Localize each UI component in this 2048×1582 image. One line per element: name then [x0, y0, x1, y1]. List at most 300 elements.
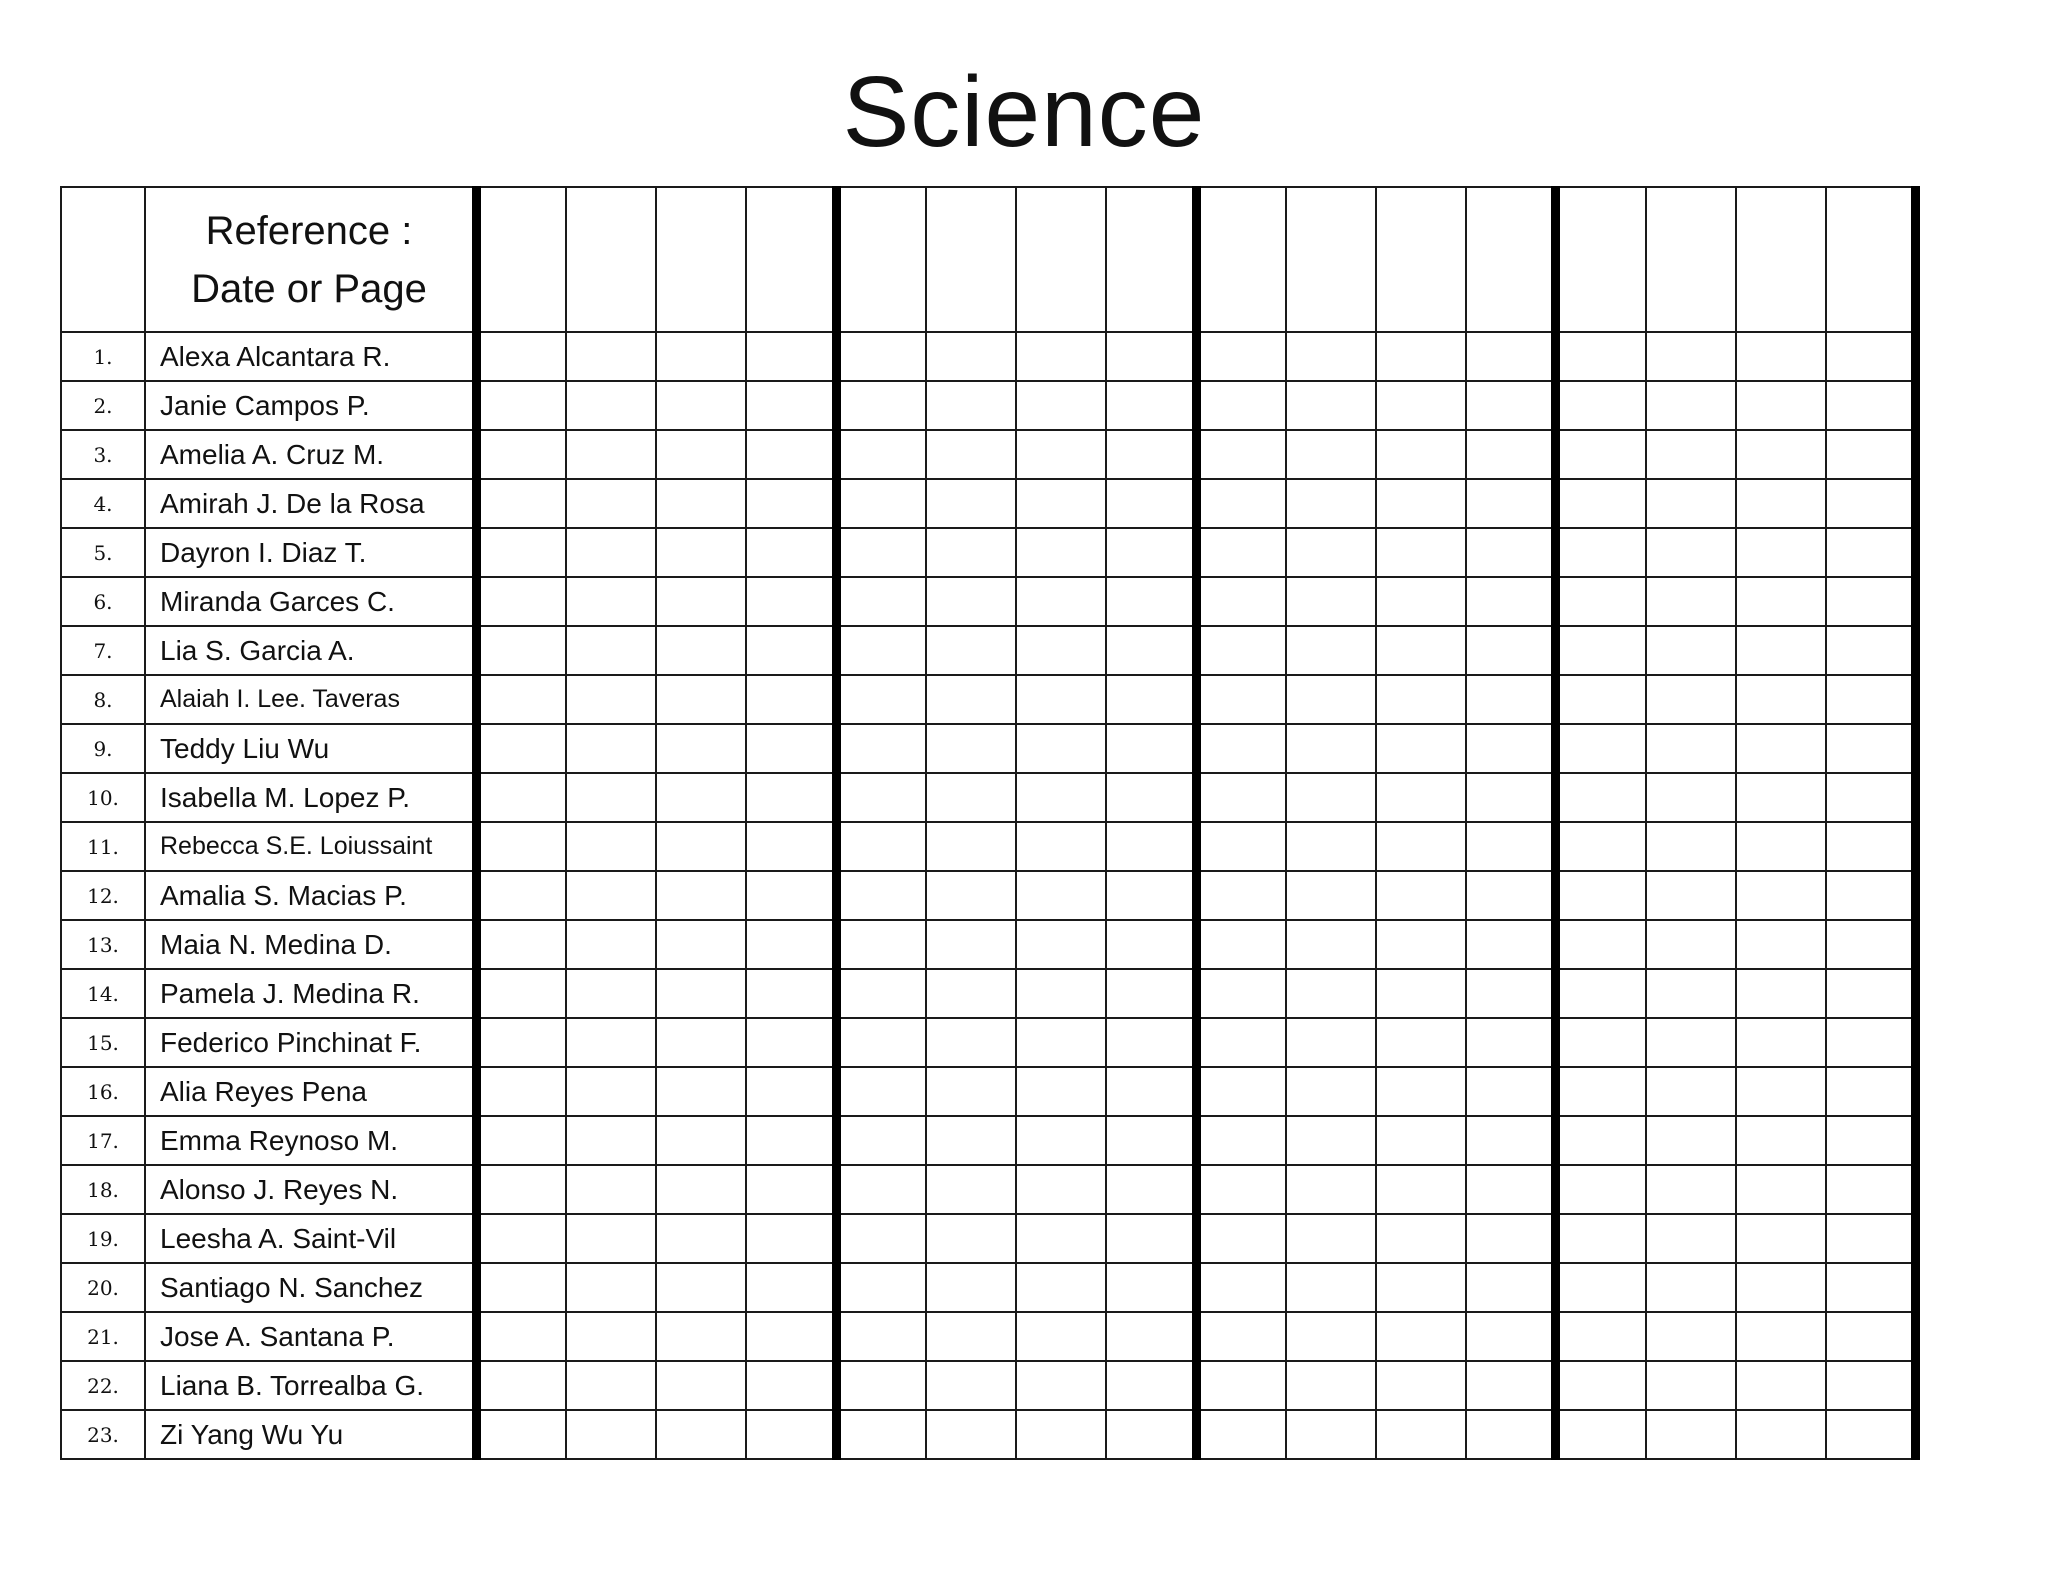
grade-cell[interactable] — [566, 724, 656, 773]
grade-cell[interactable] — [1736, 822, 1826, 871]
grade-cell[interactable] — [836, 773, 926, 822]
grade-cell[interactable] — [1466, 969, 1556, 1018]
grade-cell[interactable] — [1466, 1018, 1556, 1067]
grade-cell[interactable] — [1196, 577, 1286, 626]
grade-cell[interactable] — [1466, 920, 1556, 969]
grade-cell[interactable] — [1556, 920, 1646, 969]
grade-cell[interactable] — [1106, 773, 1196, 822]
grade-cell[interactable] — [1016, 430, 1106, 479]
grade-cell[interactable] — [746, 920, 836, 969]
grade-cell[interactable] — [1556, 1263, 1646, 1312]
grade-cell[interactable] — [566, 969, 656, 1018]
grade-cell[interactable] — [656, 1410, 746, 1459]
grade-cell[interactable] — [1466, 479, 1556, 528]
grade-cell[interactable] — [746, 724, 836, 773]
grade-cell[interactable] — [1016, 1410, 1106, 1459]
grade-cell[interactable] — [1286, 626, 1376, 675]
grade-cell[interactable] — [1286, 773, 1376, 822]
grade-cell[interactable] — [1016, 822, 1106, 871]
grade-cell[interactable] — [1016, 969, 1106, 1018]
grade-cell[interactable] — [1646, 332, 1736, 381]
grade-cell[interactable] — [1826, 1165, 1916, 1214]
grade-cell[interactable] — [1016, 773, 1106, 822]
grade-cell[interactable] — [1736, 1165, 1826, 1214]
grade-cell[interactable] — [1106, 332, 1196, 381]
grade-cell[interactable] — [1286, 1410, 1376, 1459]
grade-cell[interactable] — [1196, 1018, 1286, 1067]
grade-cell[interactable] — [1016, 1116, 1106, 1165]
grade-cell[interactable] — [477, 1263, 567, 1312]
grade-cell[interactable] — [926, 1361, 1016, 1410]
grade-cell[interactable] — [1466, 1116, 1556, 1165]
grade-cell[interactable] — [477, 626, 567, 675]
grade-cell[interactable] — [1646, 626, 1736, 675]
grade-cell[interactable] — [836, 626, 926, 675]
grade-cell[interactable] — [1196, 675, 1286, 724]
grade-cell[interactable] — [1826, 1214, 1916, 1263]
grade-cell[interactable] — [656, 1067, 746, 1116]
grade-cell[interactable] — [926, 1018, 1016, 1067]
grade-cell[interactable] — [1826, 920, 1916, 969]
grade-cell[interactable] — [1016, 626, 1106, 675]
grade-cell[interactable] — [746, 822, 836, 871]
grade-cell[interactable] — [477, 1165, 567, 1214]
grade-cell[interactable] — [746, 430, 836, 479]
grade-cell[interactable] — [1196, 1214, 1286, 1263]
grade-cell[interactable] — [1196, 626, 1286, 675]
grade-cell[interactable] — [1286, 528, 1376, 577]
grade-cell[interactable] — [1826, 1312, 1916, 1361]
grade-cell[interactable] — [1286, 1214, 1376, 1263]
grade-cell[interactable] — [746, 1018, 836, 1067]
grade-cell[interactable] — [656, 479, 746, 528]
grade-cell[interactable] — [1556, 1312, 1646, 1361]
grade-cell[interactable] — [746, 1116, 836, 1165]
grade-cell[interactable] — [1556, 479, 1646, 528]
grade-cell[interactable] — [836, 1018, 926, 1067]
grade-cell[interactable] — [1286, 969, 1376, 1018]
grade-cell[interactable] — [1736, 381, 1826, 430]
grade-cell[interactable] — [1466, 1165, 1556, 1214]
grade-cell[interactable] — [1646, 1018, 1736, 1067]
grade-cell[interactable] — [656, 332, 746, 381]
grade-cell[interactable] — [656, 871, 746, 920]
grade-cell[interactable] — [566, 675, 656, 724]
grade-cell[interactable] — [1196, 724, 1286, 773]
grade-cell[interactable] — [477, 1214, 567, 1263]
grade-cell[interactable] — [1106, 871, 1196, 920]
grade-cell[interactable] — [1646, 675, 1736, 724]
grade-cell[interactable] — [746, 1067, 836, 1116]
grade-cell[interactable] — [1646, 1361, 1736, 1410]
grade-cell[interactable] — [926, 1165, 1016, 1214]
grade-cell[interactable] — [1466, 1263, 1556, 1312]
grade-cell[interactable] — [836, 577, 926, 626]
grade-cell[interactable] — [1106, 1361, 1196, 1410]
grade-cell[interactable] — [1556, 675, 1646, 724]
grade-cell[interactable] — [1556, 1410, 1646, 1459]
grade-cell[interactable] — [746, 381, 836, 430]
grade-cell[interactable] — [1376, 675, 1466, 724]
grade-cell[interactable] — [1736, 773, 1826, 822]
entry-header-cell[interactable] — [1646, 187, 1736, 332]
grade-cell[interactable] — [1466, 577, 1556, 626]
grade-cell[interactable] — [1016, 528, 1106, 577]
grade-cell[interactable] — [1466, 528, 1556, 577]
grade-cell[interactable] — [1826, 675, 1916, 724]
grade-cell[interactable] — [1196, 430, 1286, 479]
grade-cell[interactable] — [1736, 675, 1826, 724]
grade-cell[interactable] — [1106, 969, 1196, 1018]
grade-cell[interactable] — [1556, 822, 1646, 871]
grade-cell[interactable] — [1826, 822, 1916, 871]
grade-cell[interactable] — [1736, 1018, 1826, 1067]
grade-cell[interactable] — [656, 822, 746, 871]
grade-cell[interactable] — [1646, 1312, 1736, 1361]
entry-header-cell[interactable] — [1286, 187, 1376, 332]
grade-cell[interactable] — [566, 332, 656, 381]
grade-cell[interactable] — [1826, 1410, 1916, 1459]
grade-cell[interactable] — [1286, 430, 1376, 479]
entry-header-cell[interactable] — [1016, 187, 1106, 332]
grade-cell[interactable] — [746, 969, 836, 1018]
grade-cell[interactable] — [1196, 1410, 1286, 1459]
grade-cell[interactable] — [477, 1312, 567, 1361]
grade-cell[interactable] — [566, 1410, 656, 1459]
grade-cell[interactable] — [566, 381, 656, 430]
grade-cell[interactable] — [1196, 1067, 1286, 1116]
grade-cell[interactable] — [566, 822, 656, 871]
grade-cell[interactable] — [1376, 822, 1466, 871]
grade-cell[interactable] — [1826, 773, 1916, 822]
grade-cell[interactable] — [836, 332, 926, 381]
grade-cell[interactable] — [1556, 871, 1646, 920]
grade-cell[interactable] — [836, 675, 926, 724]
grade-cell[interactable] — [926, 479, 1016, 528]
grade-cell[interactable] — [1106, 920, 1196, 969]
grade-cell[interactable] — [566, 1165, 656, 1214]
grade-cell[interactable] — [1196, 381, 1286, 430]
grade-cell[interactable] — [1556, 1018, 1646, 1067]
grade-cell[interactable] — [1196, 1263, 1286, 1312]
grade-cell[interactable] — [836, 1116, 926, 1165]
grade-cell[interactable] — [926, 1312, 1016, 1361]
grade-cell[interactable] — [656, 724, 746, 773]
grade-cell[interactable] — [836, 1165, 926, 1214]
grade-cell[interactable] — [1736, 724, 1826, 773]
grade-cell[interactable] — [926, 332, 1016, 381]
grade-cell[interactable] — [746, 773, 836, 822]
grade-cell[interactable] — [1556, 626, 1646, 675]
grade-cell[interactable] — [1556, 528, 1646, 577]
grade-cell[interactable] — [477, 1116, 567, 1165]
entry-header-cell[interactable] — [1826, 187, 1916, 332]
grade-cell[interactable] — [1376, 479, 1466, 528]
grade-cell[interactable] — [1016, 920, 1106, 969]
grade-cell[interactable] — [1376, 528, 1466, 577]
grade-cell[interactable] — [746, 528, 836, 577]
grade-cell[interactable] — [1736, 1410, 1826, 1459]
grade-cell[interactable] — [926, 577, 1016, 626]
grade-cell[interactable] — [1016, 577, 1106, 626]
grade-cell[interactable] — [1736, 626, 1826, 675]
grade-cell[interactable] — [1106, 724, 1196, 773]
grade-cell[interactable] — [1196, 1361, 1286, 1410]
grade-cell[interactable] — [746, 626, 836, 675]
grade-cell[interactable] — [1556, 1116, 1646, 1165]
grade-cell[interactable] — [926, 1116, 1016, 1165]
grade-cell[interactable] — [1376, 626, 1466, 675]
grade-cell[interactable] — [1466, 871, 1556, 920]
grade-cell[interactable] — [1016, 1263, 1106, 1312]
grade-cell[interactable] — [1556, 969, 1646, 1018]
grade-cell[interactable] — [746, 1410, 836, 1459]
grade-cell[interactable] — [1826, 969, 1916, 1018]
grade-cell[interactable] — [477, 381, 567, 430]
entry-header-cell[interactable] — [1376, 187, 1466, 332]
grade-cell[interactable] — [1466, 626, 1556, 675]
grade-cell[interactable] — [1286, 1263, 1376, 1312]
grade-cell[interactable] — [1466, 1361, 1556, 1410]
grade-cell[interactable] — [746, 1263, 836, 1312]
grade-cell[interactable] — [926, 1263, 1016, 1312]
grade-cell[interactable] — [1376, 430, 1466, 479]
grade-cell[interactable] — [836, 1312, 926, 1361]
grade-cell[interactable] — [1646, 1263, 1736, 1312]
grade-cell[interactable] — [1376, 1165, 1466, 1214]
grade-cell[interactable] — [746, 332, 836, 381]
grade-cell[interactable] — [1016, 675, 1106, 724]
grade-cell[interactable] — [1826, 577, 1916, 626]
grade-cell[interactable] — [1106, 1312, 1196, 1361]
grade-cell[interactable] — [656, 773, 746, 822]
grade-cell[interactable] — [1376, 1263, 1466, 1312]
grade-cell[interactable] — [1556, 724, 1646, 773]
grade-cell[interactable] — [1826, 1018, 1916, 1067]
grade-cell[interactable] — [566, 1263, 656, 1312]
grade-cell[interactable] — [1106, 1165, 1196, 1214]
grade-cell[interactable] — [1646, 1214, 1736, 1263]
grade-cell[interactable] — [1016, 381, 1106, 430]
grade-cell[interactable] — [1106, 626, 1196, 675]
grade-cell[interactable] — [1106, 577, 1196, 626]
grade-cell[interactable] — [566, 871, 656, 920]
grade-cell[interactable] — [656, 626, 746, 675]
grade-cell[interactable] — [1826, 332, 1916, 381]
grade-cell[interactable] — [656, 675, 746, 724]
grade-cell[interactable] — [1646, 920, 1736, 969]
grade-cell[interactable] — [836, 1410, 926, 1459]
grade-cell[interactable] — [1826, 430, 1916, 479]
grade-cell[interactable] — [1376, 920, 1466, 969]
grade-cell[interactable] — [836, 920, 926, 969]
grade-cell[interactable] — [836, 528, 926, 577]
grade-cell[interactable] — [1376, 1018, 1466, 1067]
grade-cell[interactable] — [926, 1410, 1016, 1459]
grade-cell[interactable] — [566, 577, 656, 626]
grade-cell[interactable] — [656, 1263, 746, 1312]
grade-cell[interactable] — [566, 1067, 656, 1116]
grade-cell[interactable] — [1556, 430, 1646, 479]
grade-cell[interactable] — [1376, 724, 1466, 773]
grade-cell[interactable] — [1286, 1116, 1376, 1165]
grade-cell[interactable] — [1646, 1116, 1736, 1165]
grade-cell[interactable] — [746, 1214, 836, 1263]
grade-cell[interactable] — [1646, 1067, 1736, 1116]
grade-cell[interactable] — [926, 1214, 1016, 1263]
grade-cell[interactable] — [1646, 969, 1736, 1018]
grade-cell[interactable] — [1286, 724, 1376, 773]
grade-cell[interactable] — [1106, 528, 1196, 577]
grade-cell[interactable] — [926, 528, 1016, 577]
grade-cell[interactable] — [1016, 1361, 1106, 1410]
grade-cell[interactable] — [746, 577, 836, 626]
grade-cell[interactable] — [566, 1361, 656, 1410]
grade-cell[interactable] — [477, 969, 567, 1018]
grade-cell[interactable] — [1556, 577, 1646, 626]
grade-cell[interactable] — [477, 528, 567, 577]
grade-cell[interactable] — [1016, 1312, 1106, 1361]
grade-cell[interactable] — [926, 675, 1016, 724]
grade-cell[interactable] — [477, 332, 567, 381]
grade-cell[interactable] — [1286, 920, 1376, 969]
grade-cell[interactable] — [1466, 1214, 1556, 1263]
grade-cell[interactable] — [836, 871, 926, 920]
grade-cell[interactable] — [746, 871, 836, 920]
grade-cell[interactable] — [926, 430, 1016, 479]
grade-cell[interactable] — [477, 1018, 567, 1067]
entry-header-cell[interactable] — [1106, 187, 1196, 332]
grade-cell[interactable] — [656, 1312, 746, 1361]
grade-cell[interactable] — [836, 1263, 926, 1312]
grade-cell[interactable] — [1376, 1214, 1466, 1263]
grade-cell[interactable] — [1376, 332, 1466, 381]
grade-cell[interactable] — [1196, 528, 1286, 577]
grade-cell[interactable] — [1646, 577, 1736, 626]
grade-cell[interactable] — [566, 528, 656, 577]
grade-cell[interactable] — [746, 479, 836, 528]
grade-cell[interactable] — [1196, 479, 1286, 528]
grade-cell[interactable] — [1196, 969, 1286, 1018]
grade-cell[interactable] — [836, 1214, 926, 1263]
grade-cell[interactable] — [477, 1067, 567, 1116]
grade-cell[interactable] — [1196, 773, 1286, 822]
entry-header-cell[interactable] — [926, 187, 1016, 332]
grade-cell[interactable] — [656, 528, 746, 577]
grade-cell[interactable] — [1016, 1165, 1106, 1214]
grade-cell[interactable] — [836, 430, 926, 479]
grade-cell[interactable] — [1646, 479, 1736, 528]
grade-cell[interactable] — [1826, 1067, 1916, 1116]
grade-cell[interactable] — [1196, 1116, 1286, 1165]
grade-cell[interactable] — [1286, 479, 1376, 528]
grade-cell[interactable] — [1826, 1361, 1916, 1410]
grade-cell[interactable] — [1196, 920, 1286, 969]
grade-cell[interactable] — [477, 822, 567, 871]
grade-cell[interactable] — [1556, 1165, 1646, 1214]
grade-cell[interactable] — [566, 1312, 656, 1361]
grade-cell[interactable] — [1736, 528, 1826, 577]
grade-cell[interactable] — [1736, 871, 1826, 920]
entry-header-cell[interactable] — [836, 187, 926, 332]
grade-cell[interactable] — [1736, 1067, 1826, 1116]
grade-cell[interactable] — [1646, 381, 1736, 430]
grade-cell[interactable] — [1466, 332, 1556, 381]
grade-cell[interactable] — [656, 1214, 746, 1263]
grade-cell[interactable] — [836, 724, 926, 773]
grade-cell[interactable] — [836, 1361, 926, 1410]
grade-cell[interactable] — [1646, 528, 1736, 577]
grade-cell[interactable] — [1286, 577, 1376, 626]
grade-cell[interactable] — [1106, 1410, 1196, 1459]
grade-cell[interactable] — [477, 577, 567, 626]
grade-cell[interactable] — [477, 1361, 567, 1410]
grade-cell[interactable] — [1016, 1018, 1106, 1067]
grade-cell[interactable] — [1466, 381, 1556, 430]
grade-cell[interactable] — [656, 577, 746, 626]
grade-cell[interactable] — [1196, 1312, 1286, 1361]
grade-cell[interactable] — [1376, 1067, 1466, 1116]
grade-cell[interactable] — [566, 1018, 656, 1067]
grade-cell[interactable] — [1286, 381, 1376, 430]
grade-cell[interactable] — [926, 626, 1016, 675]
grade-cell[interactable] — [1466, 675, 1556, 724]
grade-cell[interactable] — [477, 430, 567, 479]
grade-cell[interactable] — [1466, 773, 1556, 822]
grade-cell[interactable] — [746, 1361, 836, 1410]
grade-cell[interactable] — [656, 1361, 746, 1410]
grade-cell[interactable] — [566, 626, 656, 675]
grade-cell[interactable] — [1286, 675, 1376, 724]
grade-cell[interactable] — [926, 724, 1016, 773]
grade-cell[interactable] — [1286, 332, 1376, 381]
grade-cell[interactable] — [566, 1214, 656, 1263]
grade-cell[interactable] — [926, 969, 1016, 1018]
grade-cell[interactable] — [1286, 1067, 1376, 1116]
grade-cell[interactable] — [1646, 724, 1736, 773]
grade-cell[interactable] — [926, 920, 1016, 969]
grade-cell[interactable] — [566, 1116, 656, 1165]
grade-cell[interactable] — [1556, 1214, 1646, 1263]
grade-cell[interactable] — [1376, 1410, 1466, 1459]
grade-cell[interactable] — [1646, 773, 1736, 822]
grade-cell[interactable] — [1646, 871, 1736, 920]
grade-cell[interactable] — [1376, 1361, 1466, 1410]
grade-cell[interactable] — [1466, 430, 1556, 479]
grade-cell[interactable] — [1286, 1165, 1376, 1214]
grade-cell[interactable] — [477, 920, 567, 969]
grade-cell[interactable] — [1016, 1067, 1106, 1116]
grade-cell[interactable] — [1376, 1116, 1466, 1165]
grade-cell[interactable] — [1286, 1018, 1376, 1067]
grade-cell[interactable] — [1646, 1410, 1736, 1459]
grade-cell[interactable] — [477, 479, 567, 528]
grade-cell[interactable] — [1646, 822, 1736, 871]
grade-cell[interactable] — [1466, 822, 1556, 871]
grade-cell[interactable] — [1736, 969, 1826, 1018]
grade-cell[interactable] — [1736, 1214, 1826, 1263]
grade-cell[interactable] — [1736, 1361, 1826, 1410]
entry-header-cell[interactable] — [1556, 187, 1646, 332]
grade-cell[interactable] — [566, 430, 656, 479]
grade-cell[interactable] — [746, 1165, 836, 1214]
grade-cell[interactable] — [477, 871, 567, 920]
grade-cell[interactable] — [836, 479, 926, 528]
grade-cell[interactable] — [1196, 871, 1286, 920]
grade-cell[interactable] — [926, 822, 1016, 871]
grade-cell[interactable] — [1736, 1312, 1826, 1361]
entry-header-cell[interactable] — [1196, 187, 1286, 332]
